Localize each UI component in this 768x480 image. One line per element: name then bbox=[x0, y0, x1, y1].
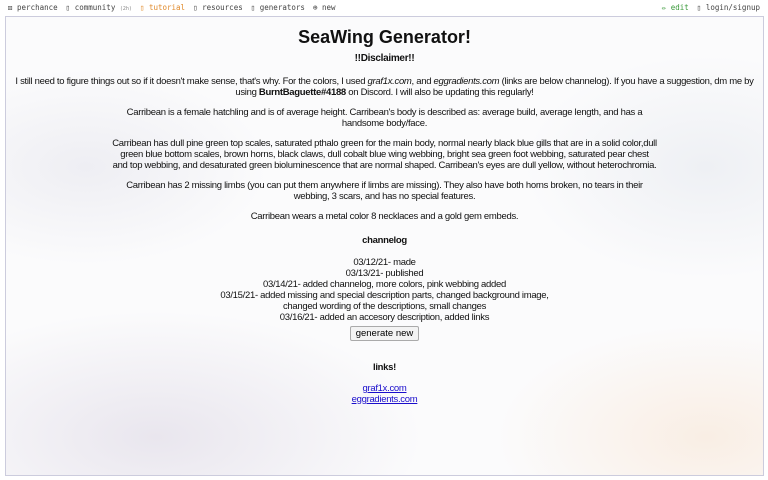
nav-community[interactable]: ▯ community (2h) bbox=[65, 3, 132, 12]
disclaimer-heading: !!Disclaimer!! bbox=[354, 53, 415, 64]
nav-new[interactable]: ⊕ new bbox=[312, 3, 336, 12]
generator-frame bbox=[5, 16, 764, 476]
nav-tutorial[interactable]: ▯ tutorial bbox=[139, 3, 186, 12]
eggradients-link[interactable]: eggradients.com bbox=[351, 394, 418, 405]
description-injuries: Carribean has 2 missing limbs (you can put them anywhere if limbs are missing). They also have both horns broken, no tears in their webbing, 3 scars, and has no special features. bbox=[126, 180, 643, 202]
edit-link[interactable]: ✏ edit bbox=[661, 3, 689, 12]
channelog-entry: 03/13/21- published bbox=[345, 268, 424, 279]
description-colors: Carribean has dull pine green top scales, saturated pthalo green for the main body, normal nearly black blue gills that are in a solid color,dull green blue bottom scales, brown horns, black claws, dull cobalt blue wing webbing, bright sea green foot webbing, saturated pear chest and top webbing, and desaturated green bioluminescence that are normal shaped. Carribean's eyes are dull yellow, without heterochromia. bbox=[112, 138, 657, 171]
login-link[interactable]: ▯ login/signup bbox=[696, 3, 760, 12]
top-nav-bar bbox=[0, 0, 768, 16]
gen-icon: ▯ bbox=[250, 3, 256, 12]
generate-new-button[interactable]: generate new bbox=[350, 326, 420, 341]
description-body: Carribean is a female hatchling and is of average height. Carribean's body is described as: average build, average length, and has a handsome body/face. bbox=[126, 107, 643, 129]
chat-icon: ▯ bbox=[65, 3, 71, 12]
nav-perchance[interactable]: ⚄ perchance bbox=[8, 3, 58, 12]
nav-resources[interactable]: ▯ resources bbox=[193, 3, 243, 12]
dice-icon: ⚄ bbox=[8, 3, 13, 12]
description-accessories: Carribean wears a metal color 8 necklaces and a gold gem embeds. bbox=[250, 211, 519, 222]
book-icon: ▯ bbox=[139, 3, 145, 12]
channelog-entry: 03/16/21- added an accesory description, added links bbox=[279, 312, 490, 323]
page-title: SeaWing Generator! bbox=[298, 27, 471, 47]
channelog-entry: 03/12/21- made bbox=[353, 257, 416, 268]
channelog-list bbox=[6, 257, 763, 323]
channelog-entry: changed wording of the descriptions, small changes bbox=[282, 301, 487, 312]
disclaimer-text: I still need to figure things out so if it doesn't make sense, that's why. For the colors, I used graf1x.com, and eggradients.com (links are below channelog). If you have a suggestion, dm me by using BurntBaguette#4188 on Discord. I will also be updating this regularly! bbox=[15, 76, 754, 98]
box-icon: ▯ bbox=[193, 3, 198, 12]
nav-generators[interactable]: ▯ generators bbox=[250, 3, 305, 12]
user-icon: ▯ bbox=[696, 3, 702, 12]
links-heading: links! bbox=[372, 362, 396, 373]
channelog-heading: channelog bbox=[362, 235, 407, 246]
plus-circle-icon: ⊕ bbox=[312, 3, 318, 12]
channelog-entry: 03/14/21- added channelog, more colors, pink webbing added bbox=[263, 279, 506, 290]
graf1x-link[interactable]: graf1x.com bbox=[362, 383, 407, 394]
channelog-entry: 03/15/21- added missing and special description parts, changed background image, bbox=[220, 290, 549, 301]
